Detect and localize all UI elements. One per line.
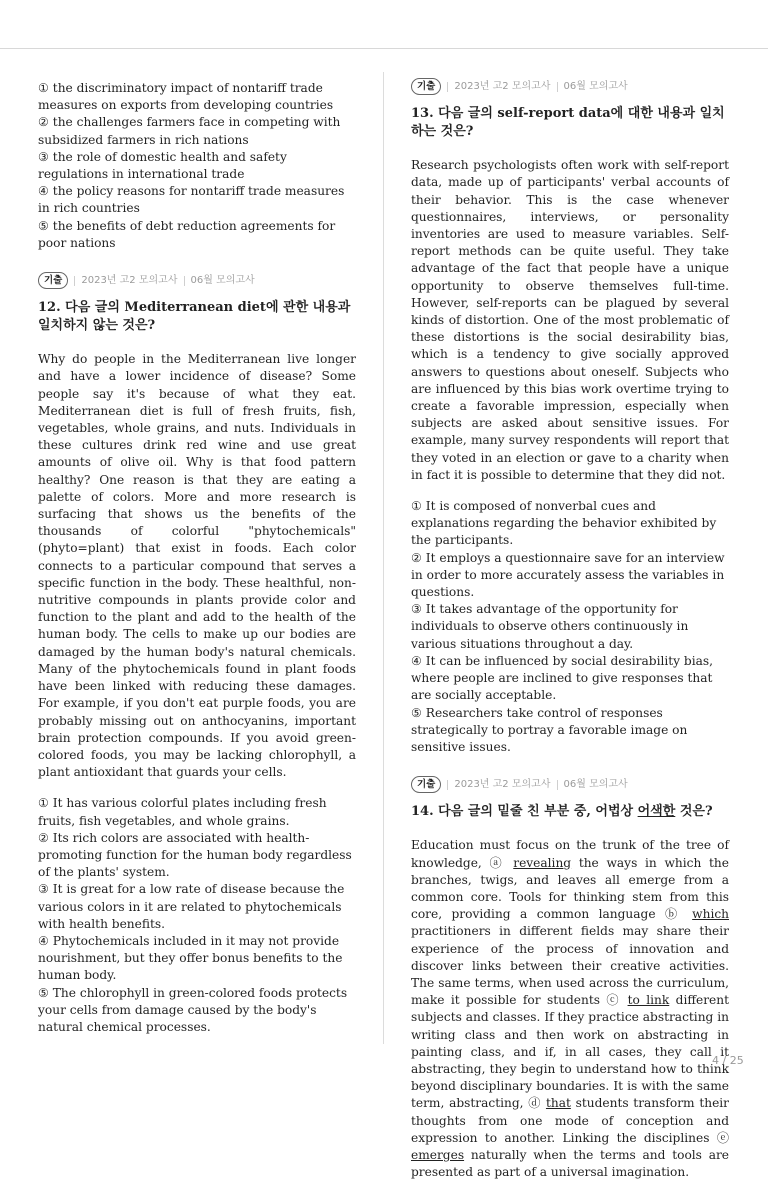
- exam-month: 06월 모의고사: [563, 81, 628, 92]
- underlined-b: which: [692, 907, 730, 922]
- passage-text: different subjects and classes. If they practice abstracting in writing class and then work on abstracting in painting class, and if, in all cases, they call it abstracting, they begin to understand how to think beyond disciplinary boundaries. It is with the same term, abstracting,: [411, 993, 730, 1111]
- passage-text: the ways in which the branches, twigs, and leaves all emerge from a common core. Tools for thinking stem from this core, providing a common language: [411, 855, 729, 922]
- option-3: ③ It takes advantage of the opportunity for individuals to observe others continuously in various situations throughout a day.: [411, 602, 689, 651]
- option-1: ① It is composed of nonverbal cues and explanations regarding the behavior exhibited by the participants.: [411, 499, 717, 548]
- underlined-c: to link: [627, 993, 670, 1008]
- underlined-e: emerges: [411, 1147, 465, 1162]
- exam-tag: 기출: [411, 78, 441, 95]
- exam-month: 06월 모의고사: [563, 779, 628, 791]
- marker-b: ⓑ: [664, 907, 693, 922]
- exam-month: 06월 모의고사: [190, 275, 255, 287]
- option-3: ③ It is great for a low rate of disease because the various colors in it are related to phytochemicals with health benefits.: [38, 882, 345, 931]
- question-13-meta: [411, 78, 729, 95]
- question-12-title: 12. 다음 글의 Mediterranean diet에 관한 내용과 일치하지 않는 것은?: [38, 300, 351, 334]
- option-5: ⑤ Researchers take control of responses strategically to portray a favorable image on sensitive issues.: [411, 705, 688, 754]
- meta-separator: [74, 276, 75, 286]
- question-13-title: 13. 다음 글의 self-report data에 대한 내용과 일치하는 것은?: [411, 106, 725, 140]
- passage-text: naturally when the terms and tools are presented as part of a universal imagination.: [411, 1147, 729, 1180]
- underlined-d: that: [545, 1096, 571, 1111]
- option-2: ② It employs a questionnaire save for an interview in order to more accurately assess the variables in questions.: [411, 550, 725, 600]
- option-3: ③ the role of domestic health and safety regulations in international trade: [38, 149, 287, 182]
- exam-year: 2023년 고2 모의고사: [454, 779, 551, 791]
- option-5: ⑤ The chlorophyll in green-colored foods protects your cells from damage caused by the body's natural chemical processes.: [38, 985, 348, 1034]
- marker-e: ⓔ: [716, 1130, 729, 1145]
- option-4: ④ It can be influenced by social desirability bias, where people are inclined to give responses that are socially acceptable.: [411, 653, 714, 703]
- question-14-passage: [411, 837, 729, 1181]
- question-12-passage: Why do people in the Mediterranean live longer and have a lower incidence of disease? Some people say it's because of what they eat. Mediterranean diet is full of fresh fruits, fish, vegetables, whole grains, and nuts. Individuals in these cultures drink red wine and use great amounts of olive oil. Why is that food pattern healthy? One reason is that they are eating a palette of colors. More and more research is surfacing that shows us the benefits of the thousands of colorful "phytochemicals" (phyto=plant) that exist in foods. Each color connects to a particular compound that serves a specific function in the body. These healthful, non-nutritive compounds in plants provide color and function to the plant and add to the health of the human body. The cells to make up our bodies are damaged by the human body's natural chemicals. Many of the phytochemicals found in plant foods have been linked with reducing these damages. For example, if you don't eat purple foods, you are probably missing out on anthocyanins, important brain protection compounds. If you avoid green-colored foods, you may be lacking chlorophyll, a plant antioxidant that guards your cells.: [38, 352, 356, 780]
- question-13-passage: Research psychologists often work with self-report data, made up of participants' verbal accounts of their behavior. This is the case whenever questionnaires, interviews, or personality inventories are used to measure variables. Self-report methods can be quite useful. They take advantage of the fact that people have a unique opportunity to observe themselves full-time. However, self-reports can be plagued by several kinds of distortion. One of the most problematic of these distortions is the social desirability bias, which is a tendency to give socially approved answers to questions about oneself. Subjects who are influenced by this bias work overtime trying to create a favorable impression, especially when subjects are asked about sensitive issues. For example, many survey respondents will report that they voted in an election or gave to a charity when in fact it is possible to determine that they did not.: [411, 158, 729, 482]
- meta-separator: [557, 780, 558, 790]
- question-12-options: [38, 795, 356, 1036]
- meta-separator: [557, 82, 558, 92]
- left-column: [38, 80, 356, 1056]
- question-14-title: [411, 803, 729, 821]
- title-underlined-word: 어색한: [637, 804, 676, 820]
- exam-year: 2023년 고2 모의고사: [454, 81, 551, 92]
- meta-separator: [184, 276, 185, 286]
- option-2: ② the challenges farmers face in competing with subsidized farmers in rich nations: [38, 115, 341, 147]
- option-1: ① It has various colorful plates including fresh fruits, fish vegetables, and whole grains.: [38, 796, 327, 828]
- marker-c: ⓒ: [606, 993, 628, 1008]
- option-2: ② Its rich colors are associated with health-promoting function for the human body regardless of the plants' system.: [38, 830, 352, 880]
- passage-text: Education must focus on the trunk of the tree of knowledge,: [411, 838, 729, 870]
- exam-tag: 기출: [411, 776, 441, 793]
- prev-question-options: [38, 80, 356, 252]
- question-13-options: [411, 498, 729, 756]
- passage-text: students transform their thoughts from one mode of conception and expression to another. Linking the disciplines: [411, 1096, 729, 1145]
- option-4: ④ Phytochemicals included in it may not provide nourishment, but they offer bonus benefits to the human body.: [38, 933, 343, 983]
- exam-tag: 기출: [38, 272, 68, 289]
- option-5: ⑤ the benefits of debt reduction agreements for poor nations: [38, 218, 336, 250]
- passage-text: practitioners in different fields may share their experience of the process of innovation and discover links between their creative activities. The same terms, when used across the curriculum, make it possible for students: [411, 924, 729, 1008]
- question-14-meta: [411, 776, 729, 793]
- underlined-a: revealing: [513, 855, 572, 870]
- column-divider: [383, 72, 384, 1044]
- meta-separator: [447, 82, 448, 92]
- marker-d: ⓓ: [528, 1096, 546, 1111]
- exam-year: 2023년 고2 모의고사: [81, 275, 178, 287]
- question-12-meta: [38, 272, 356, 289]
- option-4: ④ the policy reasons for nontariff trade measures in rich countries: [38, 184, 345, 216]
- page-number: 4 / 25: [712, 1054, 744, 1067]
- meta-separator: [447, 780, 448, 790]
- title-text: 것은?: [675, 804, 713, 820]
- option-1: ① the discriminatory impact of nontariff trade measures on exports from developing countries: [38, 81, 334, 113]
- title-text: 14. 다음 글의 밑줄 친 부분 중, 어법상: [411, 804, 638, 820]
- right-column: [411, 78, 729, 1195]
- header-rule: [0, 48, 768, 49]
- marker-a: ⓐ: [489, 855, 514, 870]
